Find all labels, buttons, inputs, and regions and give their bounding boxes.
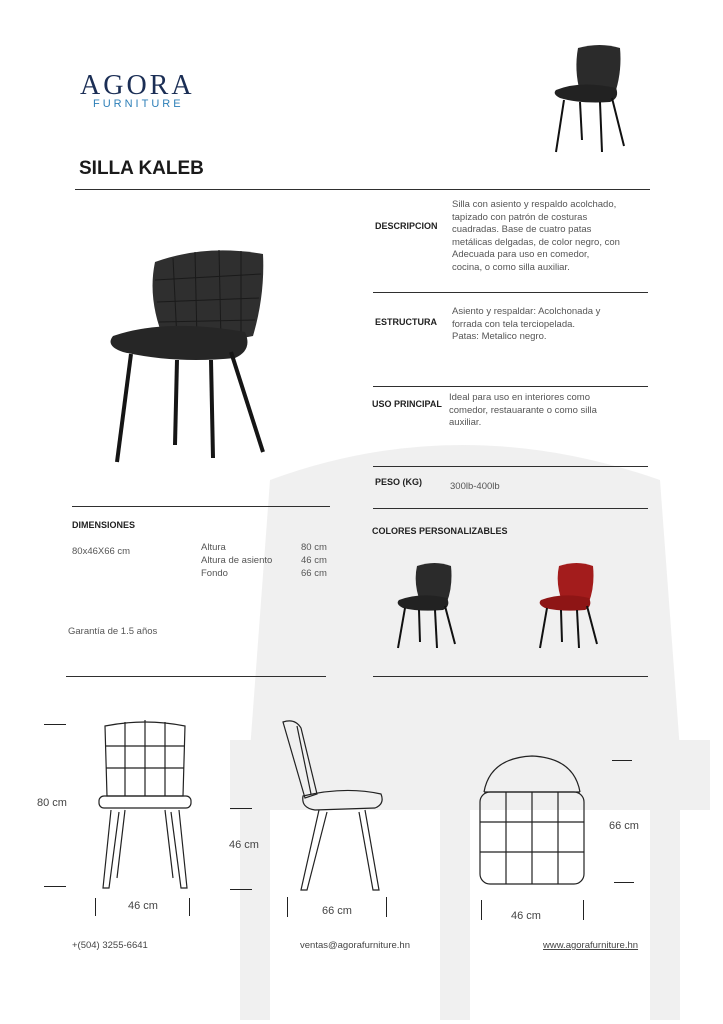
dimensions-bottom-divider (66, 676, 326, 677)
peso-label: PESO (KG) (375, 477, 423, 487)
dimension-tick (287, 897, 288, 917)
dimension-tick (44, 886, 66, 887)
spec-divider (373, 466, 648, 467)
dimension-name: Altura (201, 542, 226, 553)
descripcion-line: tapizado con patrón de costuras (452, 211, 588, 223)
uso-line: Ideal para uso en interiores como (449, 392, 590, 403)
footer-website-link[interactable]: www.agorafurniture.hn (543, 940, 639, 951)
dimension-tick (230, 889, 252, 890)
top-width-label: 46 cm (511, 910, 541, 922)
colores-label: COLORES PERSONALIZABLES (372, 526, 508, 536)
side-view-drawing (275, 718, 390, 894)
spec-divider (373, 676, 648, 677)
estructura-line: forrada con tela terciopelada. (452, 318, 576, 330)
top-view-drawing (470, 752, 595, 887)
spec-divider (373, 386, 648, 387)
brand-logo-subtext: FURNITURE (93, 98, 184, 110)
front-view-drawing (95, 718, 195, 894)
uso-principal-text (449, 392, 648, 430)
dimension-tick (583, 900, 584, 920)
dimension-value: 46 cm (301, 555, 327, 566)
dimension-value: 80 cm (301, 542, 327, 553)
front-width-label: 46 cm (128, 900, 158, 912)
front-height-label: 80 cm (37, 797, 67, 809)
descripcion-line: Adecuada para uso en comedor, (452, 249, 590, 260)
dimensions-divider (72, 506, 330, 507)
dimension-name: Altura de asiento (201, 555, 273, 566)
dimension-tick (612, 760, 632, 761)
title-divider (75, 189, 650, 190)
descripcion-line: cocina, o como silla auxiliar. (452, 261, 570, 273)
top-depth-label: 66 cm (609, 820, 639, 832)
chair-thumbnail-image (550, 40, 630, 155)
uso-line: auxiliar. (449, 417, 482, 428)
main-chair-image (95, 240, 275, 465)
dimension-tick (386, 897, 387, 917)
dimension-tick (189, 898, 190, 916)
dimension-name: Fondo (201, 568, 228, 579)
footer-phone: +(504) 3255-6641 (72, 940, 148, 951)
descripcion-line: Silla con asiento y respaldo acolchado, (452, 199, 617, 210)
dimension-tick (481, 900, 482, 920)
uso-principal-label: USO PRINCIPAL (372, 399, 442, 409)
uso-line: comedor, restauarante o como silla (449, 404, 597, 416)
color-option-black-chair (395, 562, 457, 650)
estructura-line: Patas: Metalico negro. (452, 331, 547, 342)
descripcion-label: DESCRIPCION (375, 221, 438, 231)
descripcion-text (452, 199, 648, 274)
estructura-line: Asiento y respaldar: Acolchonada y (452, 306, 601, 317)
color-option-red-chair (537, 562, 599, 650)
brand-logo-text: AGORA (80, 70, 195, 101)
estructura-label: ESTRUCTURA (375, 317, 437, 327)
product-title: SILLA KALEB (79, 158, 204, 179)
dimension-tick (230, 808, 252, 809)
peso-value: 300lb-400lb (450, 481, 500, 492)
descripcion-line: cuadradas. Base de cuatro patas (452, 224, 592, 235)
dimension-tick (44, 724, 66, 725)
descripcion-line: metálicas delgadas, de color negro, con (452, 236, 620, 248)
dimension-tick (95, 898, 96, 916)
overall-dimensions: 80x46X66 cm (72, 546, 131, 557)
spec-divider (373, 508, 648, 509)
side-depth-label: 66 cm (322, 905, 352, 917)
warranty-text: Garantía de 1.5 años (68, 626, 158, 637)
dimension-tick (614, 882, 634, 883)
estructura-text (452, 306, 648, 344)
dimensiones-label: DIMENSIONES (72, 520, 136, 530)
footer-email[interactable]: ventas@agorafurniture.hn (300, 940, 410, 951)
dimension-value: 66 cm (301, 568, 327, 579)
side-seat-height-label: 46 cm (229, 839, 259, 851)
spec-divider (373, 292, 648, 293)
